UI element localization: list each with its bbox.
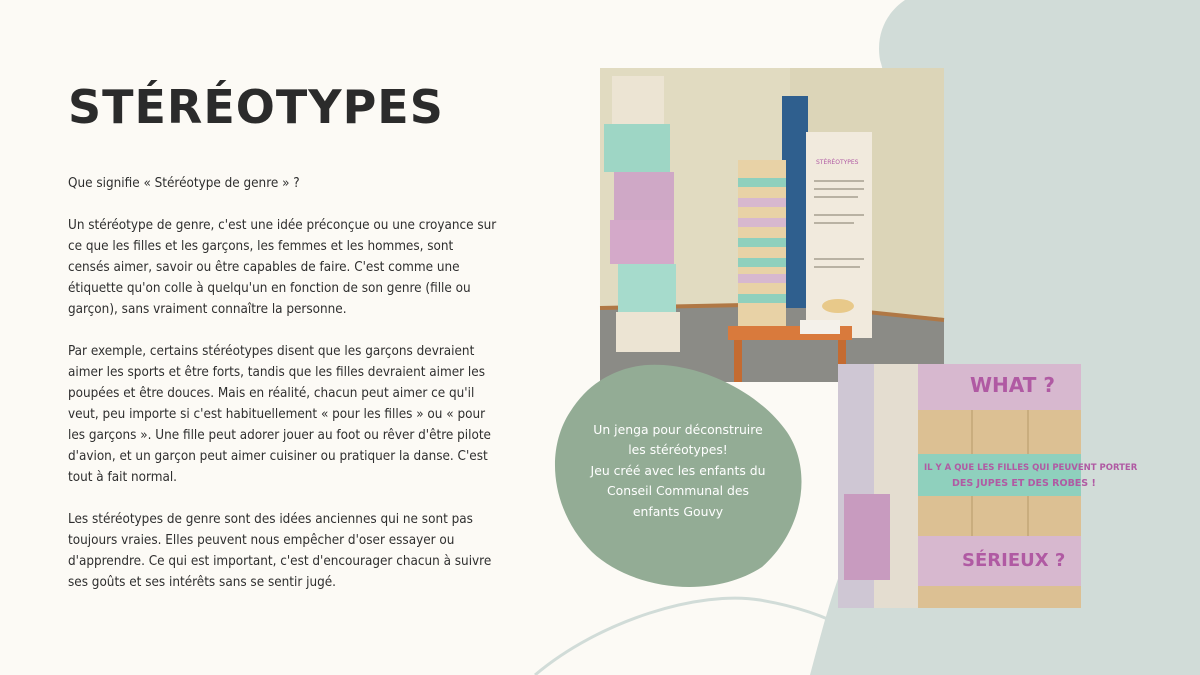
caption <box>570 420 786 522</box>
caption-line: les stéréotypes! <box>628 442 728 458</box>
caption-line: enfants Gouvy <box>632 503 724 519</box>
banner-title-label: STÉRÉOTYPES <box>816 159 859 166</box>
caption-line: Conseil Communal des <box>607 483 749 499</box>
caption-line: Jeu créé avec les enfants du <box>590 462 766 478</box>
definition-paragraph: Un stéréotype de genre, c'est une idée préconçue ou une croyance sur ce que les filles et les garçons, les femmes et les hommes, sont censés aimer, savoir ou être capables de faire. C'est comme une étiquette qu'on colle à quelqu'un en fonction de son genre (fille ou garçon), sans vraiment connaître la personne. <box>68 218 497 317</box>
block-serieux-label: SÉRIEUX ? <box>962 550 1066 571</box>
block-what-label: WHAT ? <box>970 373 1055 397</box>
block-long-label-1: IL Y A QUE LES FILLES QUI PEUVENT PORTER <box>924 463 1138 473</box>
conclusion-paragraph: Les stéréotypes de genre sont des idées anciennes qui ne sont pas toujours vraies. Elles peuvent nous empêcher d'oser essayer ou d'apprendre. Ce qui est important, c'est d'encourager chacun à suivre ses goûts et ses intérêts sans se sentir jugé. <box>68 512 492 590</box>
example-paragraph: Par exemple, certains stéréotypes disent que les garçons devraient aimer les sports et être forts, tandis que les filles devraient aimer les poupées et être douces. Mais en réalité, chacun peut aimer ce qu'il veut, peu importe si c'est habituellement « pour les filles » ou « pour les garçons ». Une fille peut adorer jouer au foot ou rêver d'être pilote d'avion, et un garçon peut aimer cuisiner ou pratiquer la danse. C'est tout à fait normal. <box>68 344 491 485</box>
jenga-closeup-photo <box>838 364 1138 608</box>
caption-line: Un jenga pour déconstruire <box>593 422 763 437</box>
page-title: STÉRÉOTYPES <box>68 80 444 134</box>
question-paragraph: Que signifie « Stéréotype de genre » ? <box>68 176 300 191</box>
block-long-label-2: DES JUPES ET DES ROBES ! <box>952 478 1096 489</box>
exhibition-photo <box>600 68 944 382</box>
body-text <box>68 173 498 614</box>
